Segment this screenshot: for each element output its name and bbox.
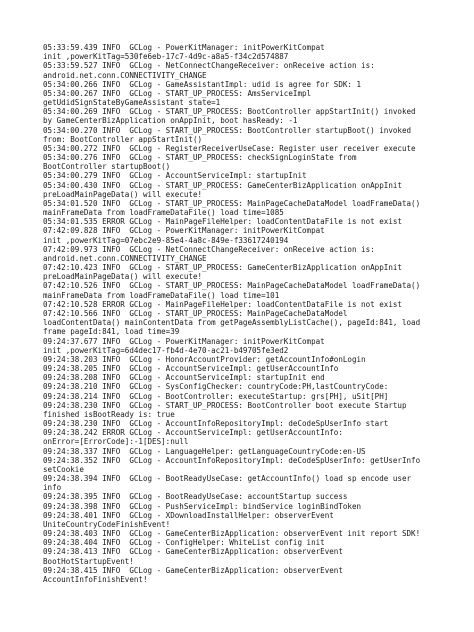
log-line: frame pageId:841, load time=39	[43, 327, 180, 337]
log-line: 05:34:00.269 INFO GCLog - START_UP_PROCESS: BootController appStartInit() invoked	[43, 107, 416, 117]
log-line: setCookie	[43, 464, 84, 474]
log-line: by GameCenterBizApplication onAppInit, boot hasReady: -1	[43, 116, 298, 126]
log-line: 09:24:38.404 INFO GCLog - ConfigHelper: WhiteList config init	[43, 538, 325, 548]
log-line: init ,powerKitTag=07ebc2e9-85e4-4a8c-849e-f33617240194	[43, 235, 289, 245]
log-line: mainFrameData from loadFrameDataFile() load time=1085	[43, 208, 284, 218]
log-line: 05:34:00.279 INFO GCLog - AccountServiceImpl: startupInit	[43, 171, 307, 181]
log-line: 09:24:38.394 INFO GCLog - BootReadyUseCase: getAccountInfo() load sp encode user	[43, 474, 412, 484]
log-line: preLoadMainPageData() will execute!	[43, 189, 203, 199]
log-line: 07:42:10.566 INFO GCLog - START_UP_PROCESS: MainPageCacheDataModel	[43, 308, 348, 318]
log-line: 09:24:38.203 INFO GCLog - HonorAccountProvider: getAccountInfo#onLogin	[43, 354, 366, 364]
log-line: 07:42:09.828 INFO GCLog - PowerKitManager: initPowerKitCompat	[43, 226, 325, 236]
log-line: init ,powerKitTag=530fe6eb-17c7-4d9c-a8a5-f34c2d574887	[43, 52, 289, 62]
log-line: BootController startupBoot()	[43, 162, 171, 172]
log-line: 09:24:38.413 INFO GCLog - GameCenterBizApplication: observerEvent	[43, 547, 343, 557]
log-line: 05:33:59.527 INFO GCLog - NetConnectChangeReceiver: onReceive action is:	[43, 61, 375, 71]
log-line: 07:42:10.423 INFO GCLog - START_UP_PROCESS: GameCenterBizApplication onAppInit	[43, 263, 402, 273]
log-line: 09:24:38.415 INFO GCLog - GameCenterBizApplication: observerEvent	[43, 565, 343, 575]
log-line: 09:24:38.242 ERROR GCLog - AccountServiceImpl: getUserAccountInfo:	[43, 428, 343, 438]
log-line: 05:34:00.276 INFO GCLog - START_UP_PROCESS: checkSignLoginState from	[43, 153, 357, 163]
log-line: UniteCountryCodeFinishEvent!	[43, 519, 171, 529]
log-line: onError=[ErrorCode]:-1[DES]:null	[43, 437, 189, 447]
log-line: 09:24:38.205 INFO GCLog - AccountServiceImpl: getUserAccountInfo	[43, 364, 339, 374]
log-line: 07:42:09.973 INFO GCLog - NetConnectChangeReceiver: onReceive action is:	[43, 244, 375, 254]
log-line: getUdidSignStateByGameAssistant state=1	[43, 98, 221, 108]
log-text-block	[43, 43, 438, 584]
log-line: init ,powerKitTag=6d4dec17-fb4d-4e70-ac21-b49705fe3ed2	[43, 345, 289, 355]
log-line: 09:24:38.395 INFO GCLog - BootReadyUseCase: accountStartup success	[43, 492, 348, 502]
log-line: mainFrameData from loadFrameDataFile() load time=101	[43, 290, 280, 300]
log-line: 09:24:38.352 INFO GCLog - AccountInfoRepositoryImpl: deCodeSpUserInfo: getUserInfo	[43, 455, 421, 465]
log-line: 09:24:38.230 INFO GCLog - AccountInfoRepositoryImpl: deCodeSpUserInfo start	[43, 419, 389, 429]
log-line: info	[43, 483, 62, 493]
log-line: 09:24:37.677 INFO GCLog - PowerKitManager: initPowerKitCompat	[43, 336, 325, 346]
log-line: 05:34:00.270 INFO GCLog - START_UP_PROCESS: BootController startupBoot() invoked	[43, 125, 412, 135]
log-line: 05:34:00.272 INFO GCLog - RegisterReceiverUseCase: Register user receiver execute	[43, 143, 416, 153]
log-line: android.net.conn.CONNECTIVITY_CHANGE	[43, 253, 207, 263]
log-line: 09:24:38.230 INFO GCLog - START_UP_PROCESS: BootController boot execute Startup	[43, 400, 407, 410]
log-line: from: BootController appStartInit()	[43, 134, 203, 144]
log-line: 09:24:38.210 INFO GCLog - SysConfigChecker: countryCode:PH,lastCountryCode:	[43, 382, 389, 392]
log-line: 05:34:00.266 INFO GCLog - GameAssistantImpl: udid is agree for SDK: 1	[43, 79, 362, 89]
log-line: 05:34:01.520 INFO GCLog - START_UP_PROCESS: MainPageCacheDataModel loadFrameData()	[43, 198, 421, 208]
log-line: 05:33:59.439 INFO GCLog - PowerKitManager: initPowerKitCompat	[43, 43, 325, 52]
log-line: android.net.conn.CONNECTIVITY_CHANGE	[43, 70, 207, 80]
log-line: AccountInfoFinishEvent!	[43, 574, 148, 584]
log-line: 07:42:10.526 INFO GCLog - START_UP_PROCESS: MainPageCacheDataModel loadFrameData()	[43, 281, 421, 291]
log-line: finished isBootReady is: true	[43, 409, 175, 419]
log-line: preLoadMainPageData() will execute!	[43, 272, 203, 282]
log-line: 09:24:38.403 INFO GCLog - GameCenterBizApplication: observerEvent init report SDK!	[43, 529, 421, 539]
log-line: 07:42:10.528 ERROR GCLog - MainPageFileHelper: loadContentDataFile is not exist	[43, 299, 402, 309]
log-line: 09:24:38.337 INFO GCLog - LanguageHelper: getLanguageCountryCode:en-US	[43, 446, 366, 456]
log-line: 09:24:38.401 INFO GCLog - XDownloadInstallHelper: observerEvent	[43, 510, 334, 520]
log-line: 09:24:38.214 INFO GCLog - BootController: executeStartup: grs[PH], uSit[PH]	[43, 391, 389, 401]
log-line: 09:24:38.398 INFO GCLog - PushServiceImpl: bindService loginBindToken	[43, 501, 362, 511]
log-line: 05:34:00.430 INFO GCLog - START_UP_PROCESS: GameCenterBizApplication onAppInit	[43, 180, 402, 190]
log-line: 05:34:01.535 ERROR GCLog - MainPageFileHelper: loadContentDataFile is not exist	[43, 217, 402, 227]
log-line: BootHotStartupEvent!	[43, 556, 134, 566]
log-line: 09:24:38.208 INFO GCLog - AccountServiceImpl: startupInit end	[43, 373, 325, 383]
log-line: loadContentData() mainContentData from getPageAssemblyListCache(), pageId:841, load	[43, 318, 421, 328]
log-line: 05:34:00.267 INFO GCLog - START_UP_PROCESS: AmsServiceImpl	[43, 88, 312, 98]
